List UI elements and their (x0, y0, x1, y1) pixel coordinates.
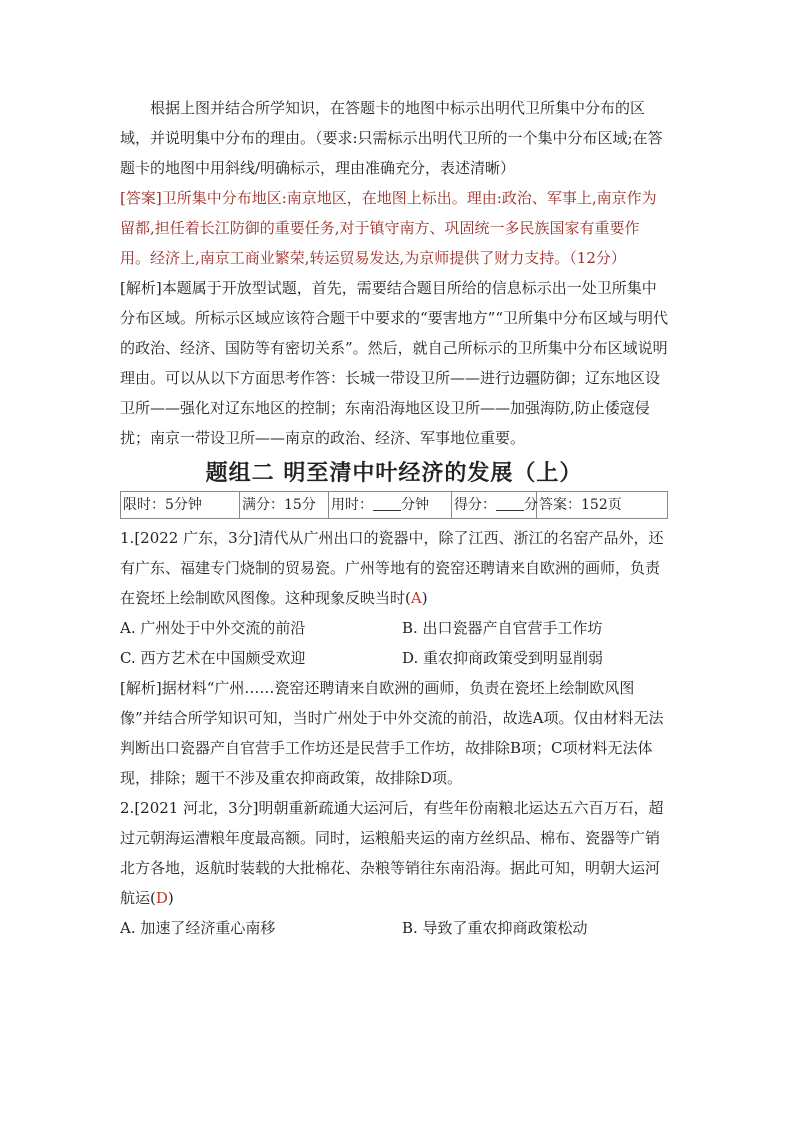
question-1-options-row-1 (120, 613, 668, 643)
intro-answer: [答案]卫所集中分布地区:南京地区，在地图上标出。理由:政治、军事上,南京作为留都,担任着长江防御的重要任务,对于镇守南方、巩固统一多民族国家有重要作用。经济上,南京工商业繁荣,转运贸易发达,为京师提供了财力支持。（12分） (120, 189, 657, 267)
question-1-option-b: B. 出口瓷器产自官营手工作坊 (402, 619, 603, 637)
intro-analysis: [解析]本题属于开放型试题，首先，需要结合题目所给的信息标示出一处卫所集中分布区域。所标示区域应该符合题干中要求的“要害地方”“卫所集中分布区域与明代的政治、经济、国防等有密切关系”。然后，就自己所标示的卫所集中分布区域说明理由。可以从以下方面思考作答：长城一带设卫所——进行边疆防御；辽东地区设卫所——强化对辽东地区的控制；东南沿海地区设卫所——加强海防,防止倭寇侵扰；南京一带设卫所——南京的政治、经济、军事地位重要。 (120, 279, 669, 447)
question-2-source: [2021 河北，3分] (134, 799, 259, 817)
question-1-stem-end: ) (421, 589, 428, 607)
time-used-unit: 分钟 (401, 497, 429, 513)
question-1-number: 1. (120, 529, 135, 547)
question-2-number: 2. (120, 799, 135, 817)
question-1-options-row-2 (120, 643, 668, 673)
full-score: 满分：15分 (240, 492, 329, 518)
time-used-label: 用时： (331, 497, 373, 513)
question-2-option-b: B. 导致了重农抑商政策松动 (402, 919, 588, 937)
score (452, 492, 537, 518)
question-2-stem-end: ) (167, 889, 174, 907)
score-blank[interactable] (496, 494, 524, 511)
question-1-option-a: A. 广州处于中外交流的前沿 (120, 619, 306, 637)
question-2-answer: D (155, 889, 168, 907)
question-1-answer: A (410, 589, 422, 607)
question-1-option-c: C. 西方艺术在中国颇受欢迎 (120, 649, 306, 667)
question-2-text: 明朝重新疏通大运河后，有些年份南粮北运达五六百万石，超过元朝海运漕粮年度最高额。同时，运粮船夹运的南方丝织品、棉布、瓷器等广销北方各地，返航时装载的大批棉花、杂粮等销往东南沿海。据此可知，明朝大运河航运( (120, 799, 664, 907)
time-used-blank[interactable] (373, 494, 401, 511)
question-1-stem (120, 523, 668, 613)
section-title: 题组二 明至清中叶经济的发展（上） (205, 461, 583, 486)
time-limit: 限时：5分钟 (121, 492, 240, 518)
question-2-option-a: A. 加速了经济重心南移 (120, 919, 276, 937)
page-content (120, 93, 668, 943)
score-label: 得分： (454, 497, 496, 513)
answer-page: 答案：152页 (539, 497, 622, 513)
question-1-source: [2022 广东，3分] (134, 529, 259, 547)
time-used (329, 492, 452, 518)
intro-question: 根据上图并结合所学知识，在答题卡的地图中标示出明代卫所集中分布的区域，并说明集中分布的理由。（要求:只需标示出明代卫所的一个集中分布区域;在答题卡的地图中用斜线/明确标示，理由准确充分，表述清晰） (120, 99, 663, 177)
info-bar (120, 491, 668, 519)
question-1-text: 清代从广州出口的瓷器中，除了江西、浙江的名窑产品外，还有广东、福建专门烧制的贸易瓷。广州等地有的瓷窑还聘请来自欧洲的画师，负责在瓷坯上绘制欧风图像。这种现象反映当时( (120, 529, 664, 607)
question-1-option-d: D. 重农抑商政策受到明显削弱 (402, 649, 604, 667)
question-1-analysis: [解析]据材料“广州……瓷窑还聘请来自欧洲的画师，负责在瓷坯上绘制欧风图像”并结合所学知识可知，当时广州处于中外交流的前沿，故选A项。仅由材料无法判断出口瓷器产自官营手工作坊还是民营手工作坊，故排除B项；C项材料无法体现，排除；题干不涉及重农抑商政策，故排除D项。 (120, 679, 664, 787)
question-2-stem (120, 793, 668, 913)
score-unit: 分 (524, 497, 538, 513)
question-2-options-row-1 (120, 913, 668, 943)
